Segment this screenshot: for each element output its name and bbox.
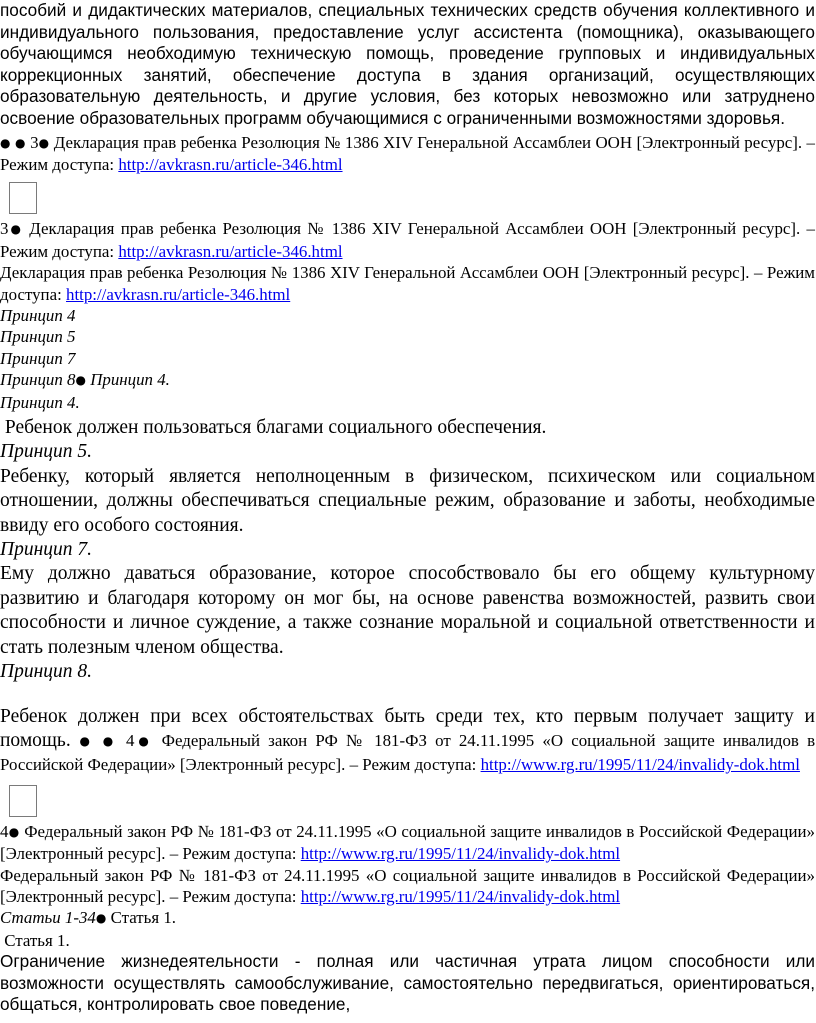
- principle-list-item: Принцип 4: [0, 306, 76, 325]
- footnote-3-marker: 3: [30, 132, 39, 152]
- footnote-4-text: Федеральный закон РФ № 181-ФЗ от 24.11.1995 «О социальной защите инвалидов в Российской Федерации» [Электронный ресурс]. – Режим доступа:: [0, 730, 816, 775]
- bullet-dot-icon: ●: [38, 135, 50, 150]
- principle-4-inline: Принцип 4.: [90, 370, 170, 390]
- principle-list-item-combined: [0, 369, 815, 391]
- footnote-3-reference: [0, 132, 815, 176]
- principle-7-heading: Принцип 7.: [0, 539, 93, 561]
- spacer: [0, 685, 815, 705]
- footnote-4-body: [0, 821, 815, 865]
- footnote-3-repeat: [0, 262, 815, 305]
- footnote-4-repeat: [0, 865, 815, 908]
- footnote-3-link[interactable]: http://avkrasn.ru/article-346.html: [118, 154, 343, 174]
- empty-image-placeholder-icon: [9, 785, 37, 817]
- footnote-3-body: [0, 218, 815, 262]
- bullet-dot-icon: ●: [15, 135, 26, 150]
- principle-5-text: Ребенку, который является неполноценным в физическом, психическом или социальном отношении, должны обеспечиваться специальные режим, образование и заботы, необходимые ввиду его особого состояния.: [0, 465, 815, 536]
- articles-reference: [0, 907, 815, 929]
- article-1-heading-text: Статья 1.: [4, 930, 70, 950]
- footnote-4-marker: 4: [0, 821, 9, 841]
- footnote-3-text: Декларация прав ребенка Резолюция № 1386 XIV Генеральной Ассамблеи ООН [Электронный ресурс]. – Режим доступа:: [0, 263, 815, 304]
- principle-list-item: Принцип 5: [0, 327, 76, 347]
- bullet-dot-icon: ●: [79, 733, 94, 748]
- article-1-inline: Статья 1.: [110, 908, 177, 928]
- principle-8-heading: Принцип 8.: [0, 661, 93, 683]
- bullet-dot-icon: ●: [8, 222, 24, 237]
- principle-7-text: Ему должно даваться образование, которое способствовало бы его общему культурному развитию и благодаря которому он мог бы, на основе равенства возможностей, развить свои способности и личное суждение, а также сознание моральной и социальной ответственности и стать полезным членом общества.: [0, 563, 815, 658]
- principle-8-text-content: Ребенок должен при всех обстоятельствах быть среди тех, кто первым получает защиту и помощь.: [0, 705, 815, 751]
- bullet-dot-icon: ●: [8, 824, 20, 839]
- principle-4-heading: Принцип 4.: [0, 392, 80, 412]
- footnote-4-link[interactable]: http://www.rg.ru/1995/11/24/invalidy-dok.html: [300, 886, 621, 906]
- bullet-dot-icon: ●: [134, 733, 153, 748]
- principle-4-text-content: Ребенок должен пользоваться благами социального обеспечения.: [4, 417, 547, 439]
- footnote-4-text: Федеральный закон РФ № 181-ФЗ от 24.11.1995 «О социальной защите инвалидов в Российской Федерации» [Электронный ресурс]. – Режим доступа:: [0, 821, 815, 864]
- empty-image-placeholder-icon: [9, 182, 37, 214]
- footnote-4-link[interactable]: http://www.rg.ru/1995/11/24/invalidy-dok.html: [300, 844, 621, 864]
- limitation-paragraph: Ограничение жизнедеятельности - полная или частичная утрата лицом способности или возможности осуществлять самообслуживание, самостоятельно передвигаться, ориентироваться, общаться, контролировать свое поведение,: [0, 951, 815, 1015]
- principle-list-item: Принцип 7: [0, 348, 76, 368]
- footnote-3-link[interactable]: http://avkrasn.ru/article-346.html: [118, 241, 343, 261]
- bullet-dot-icon: ●: [75, 373, 86, 388]
- footnote-3-marker: 3: [0, 219, 9, 239]
- bullet-dot-icon: ●: [0, 135, 11, 150]
- principle-5-heading: Принцип 5.: [0, 441, 93, 463]
- bullet-dot-icon: ●: [95, 911, 107, 926]
- article-1-heading: [0, 930, 815, 951]
- footnote-3-text: Декларация прав ребенка Резолюция № 1386 XIV Генеральной Ассамблеи ООН [Электронный ресурс]. – Режим доступа:: [0, 132, 815, 174]
- articles-range: Статьи 1-34: [0, 908, 96, 928]
- principle-4-text: [0, 416, 815, 440]
- footnote-3-text: Декларация прав ребенка Резолюция № 1386 XIV Генеральной Ассамблеи ООН [Электронный ресурс]. – Режим доступа:: [0, 219, 815, 261]
- footnote-4-text: Федеральный закон РФ № 181-ФЗ от 24.11.1995 «О социальной защите инвалидов в Российской Федерации» [Электронный ресурс]. – Режим доступа:: [0, 865, 815, 906]
- footnote-4-marker: 4: [126, 730, 135, 750]
- footnote-3-link[interactable]: http://avkrasn.ru/article-346.html: [66, 284, 291, 304]
- principle-list-item: Принцип 8: [0, 370, 76, 390]
- footnote-4-link[interactable]: http://www.rg.ru/1995/11/24/invalidy-dok.html: [480, 755, 800, 775]
- principle-8-text: [0, 705, 815, 778]
- bullet-dot-icon: ●: [102, 733, 118, 748]
- intro-paragraph: пособий и дидактических материалов, специальных технических средств обучения коллективного и индивидуального пользования, предоставление услуг ассистента (помощника), оказывающего обучающимся необходимую техническую помощь, проведение групповых и индивидуальных коррекционных занятий, обеспечение доступа в здания организаций, осуществляющих образовательную деятельность, и другие условия, без которых невозможно или затруднено освоение образовательных программ обучающимися с ограниченными возможностями здоровья.: [0, 0, 815, 128]
